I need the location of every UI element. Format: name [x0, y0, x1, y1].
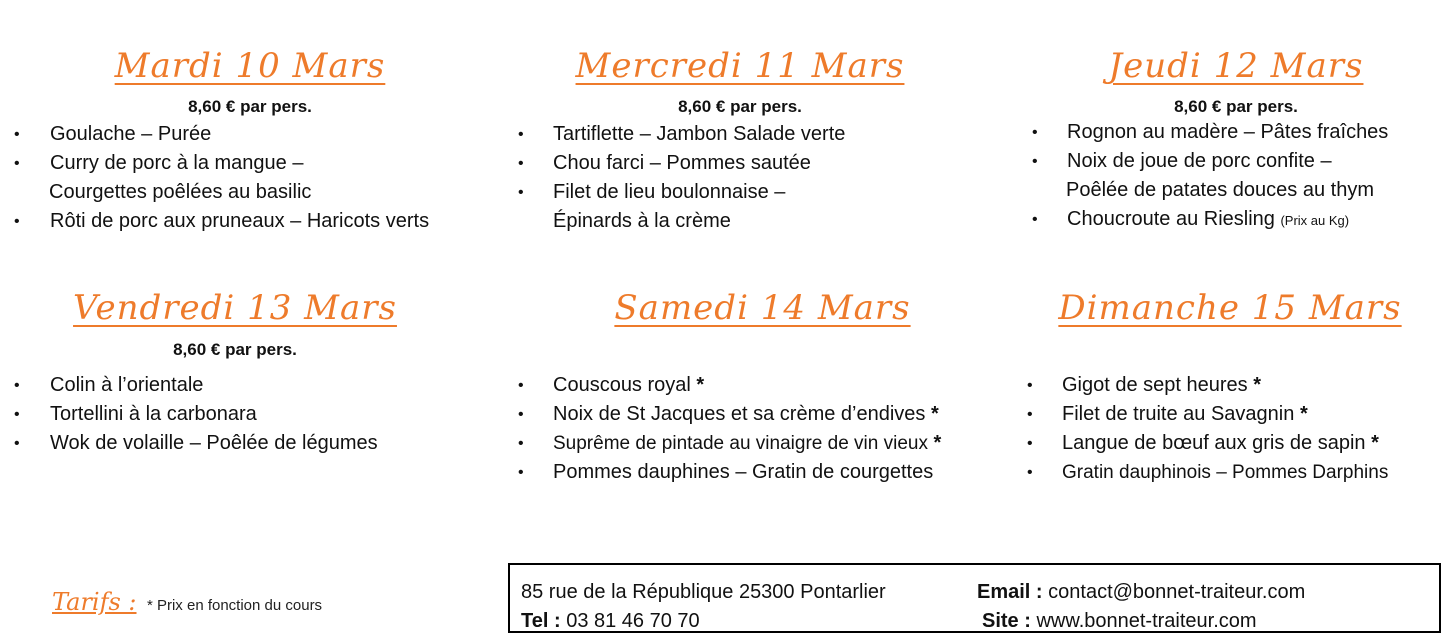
list-item: • Pommes dauphines – Gratin de courgettes — [518, 461, 934, 483]
dish-list — [518, 120, 845, 236]
price-label: 8,60 € par pers. — [188, 97, 312, 116]
list-item: • Goulache – Purée — [14, 123, 212, 145]
phone-number[interactable]: 03 81 46 70 70 — [566, 610, 700, 632]
day-title: Mardi 10 Mars — [114, 46, 386, 86]
tel-label: Tel : — [521, 610, 561, 632]
price-note: (Prix au Kg) — [1280, 213, 1350, 228]
list-item: • Colin à l’orientale — [14, 374, 204, 396]
email-line — [977, 579, 1305, 605]
list-item: • Gigot de sept heures * — [1027, 374, 1262, 396]
day-thursday — [986, 0, 1447, 260]
day-title: Jeudi 12 Mars — [1108, 46, 1364, 86]
list-item: • Chou farci – Pommes sautée — [518, 152, 811, 174]
day-tuesday — [0, 0, 500, 260]
phone-line — [521, 608, 700, 634]
email-label: Email : — [977, 581, 1043, 603]
tarifs-title: Tarifs : — [52, 588, 137, 616]
list-item: • Wok de volaille – Poêlée de légumes — [14, 432, 378, 454]
price-label: 8,60 € par pers. — [173, 340, 297, 359]
dish-list — [1032, 118, 1388, 235]
day-title: Mercredi 11 Mars — [575, 46, 905, 86]
list-item: • Langue de bœuf aux gris de sapin * — [1027, 432, 1379, 454]
list-item: • Tartiflette – Jambon Salade verte — [518, 123, 846, 145]
day-title: Dimanche 15 Mars — [1058, 288, 1402, 328]
list-item: • Choucroute au Riesling (Prix au Kg) — [1032, 208, 1350, 230]
day-friday — [0, 260, 470, 500]
day-wednesday — [490, 0, 990, 260]
tarifs-note: * Prix en fonction du cours — [146, 597, 323, 614]
day-saturday — [490, 260, 1030, 500]
list-item: • Gratin dauphinois – Pommes Darphins — [1027, 462, 1389, 483]
tarifs-footnote — [52, 588, 322, 616]
list-item: • Suprême de pintade au vinaigre de vin vieux * — [518, 432, 942, 454]
price-label: 8,60 € par pers. — [678, 97, 802, 116]
list-item: • Filet de truite au Savagnin * — [1027, 403, 1308, 425]
day-sunday — [1010, 260, 1447, 500]
price-label: 8,60 € par pers. — [1174, 97, 1298, 116]
list-item: • Couscous royal * — [518, 374, 705, 396]
site-line — [982, 608, 1257, 634]
contact-box — [508, 563, 1441, 633]
day-title: Samedi 14 Mars — [614, 288, 911, 328]
list-item: • Tortellini à la carbonara — [14, 403, 257, 425]
list-item: • Filet de lieu boulonnaise – Épinards à la crème — [518, 181, 786, 232]
email-link[interactable]: contact@bonnet-traiteur.com — [1048, 581, 1306, 603]
website-link[interactable]: www.bonnet-traiteur.com — [1036, 610, 1257, 632]
list-item: • Rôti de porc aux pruneaux – Haricots verts — [14, 210, 430, 232]
dish-list — [518, 371, 941, 487]
list-item: • Noix de joue de porc confite – Poêlée de patates douces au thym — [1032, 150, 1374, 201]
dish-list — [14, 120, 429, 236]
dish-list — [1027, 371, 1388, 487]
address: 85 rue de la République 25300 Pontarlier — [521, 581, 886, 603]
dish-list — [14, 371, 378, 458]
list-item: • Noix de St Jacques et sa crème d’endives * — [518, 403, 939, 425]
site-label: Site : — [982, 610, 1031, 632]
day-title: Vendredi 13 Mars — [73, 288, 397, 328]
list-item: • Curry de porc à la mangue – Courgettes poêlées au basilic — [14, 152, 312, 203]
list-item: • Rognon au madère – Pâtes fraîches — [1032, 121, 1389, 143]
